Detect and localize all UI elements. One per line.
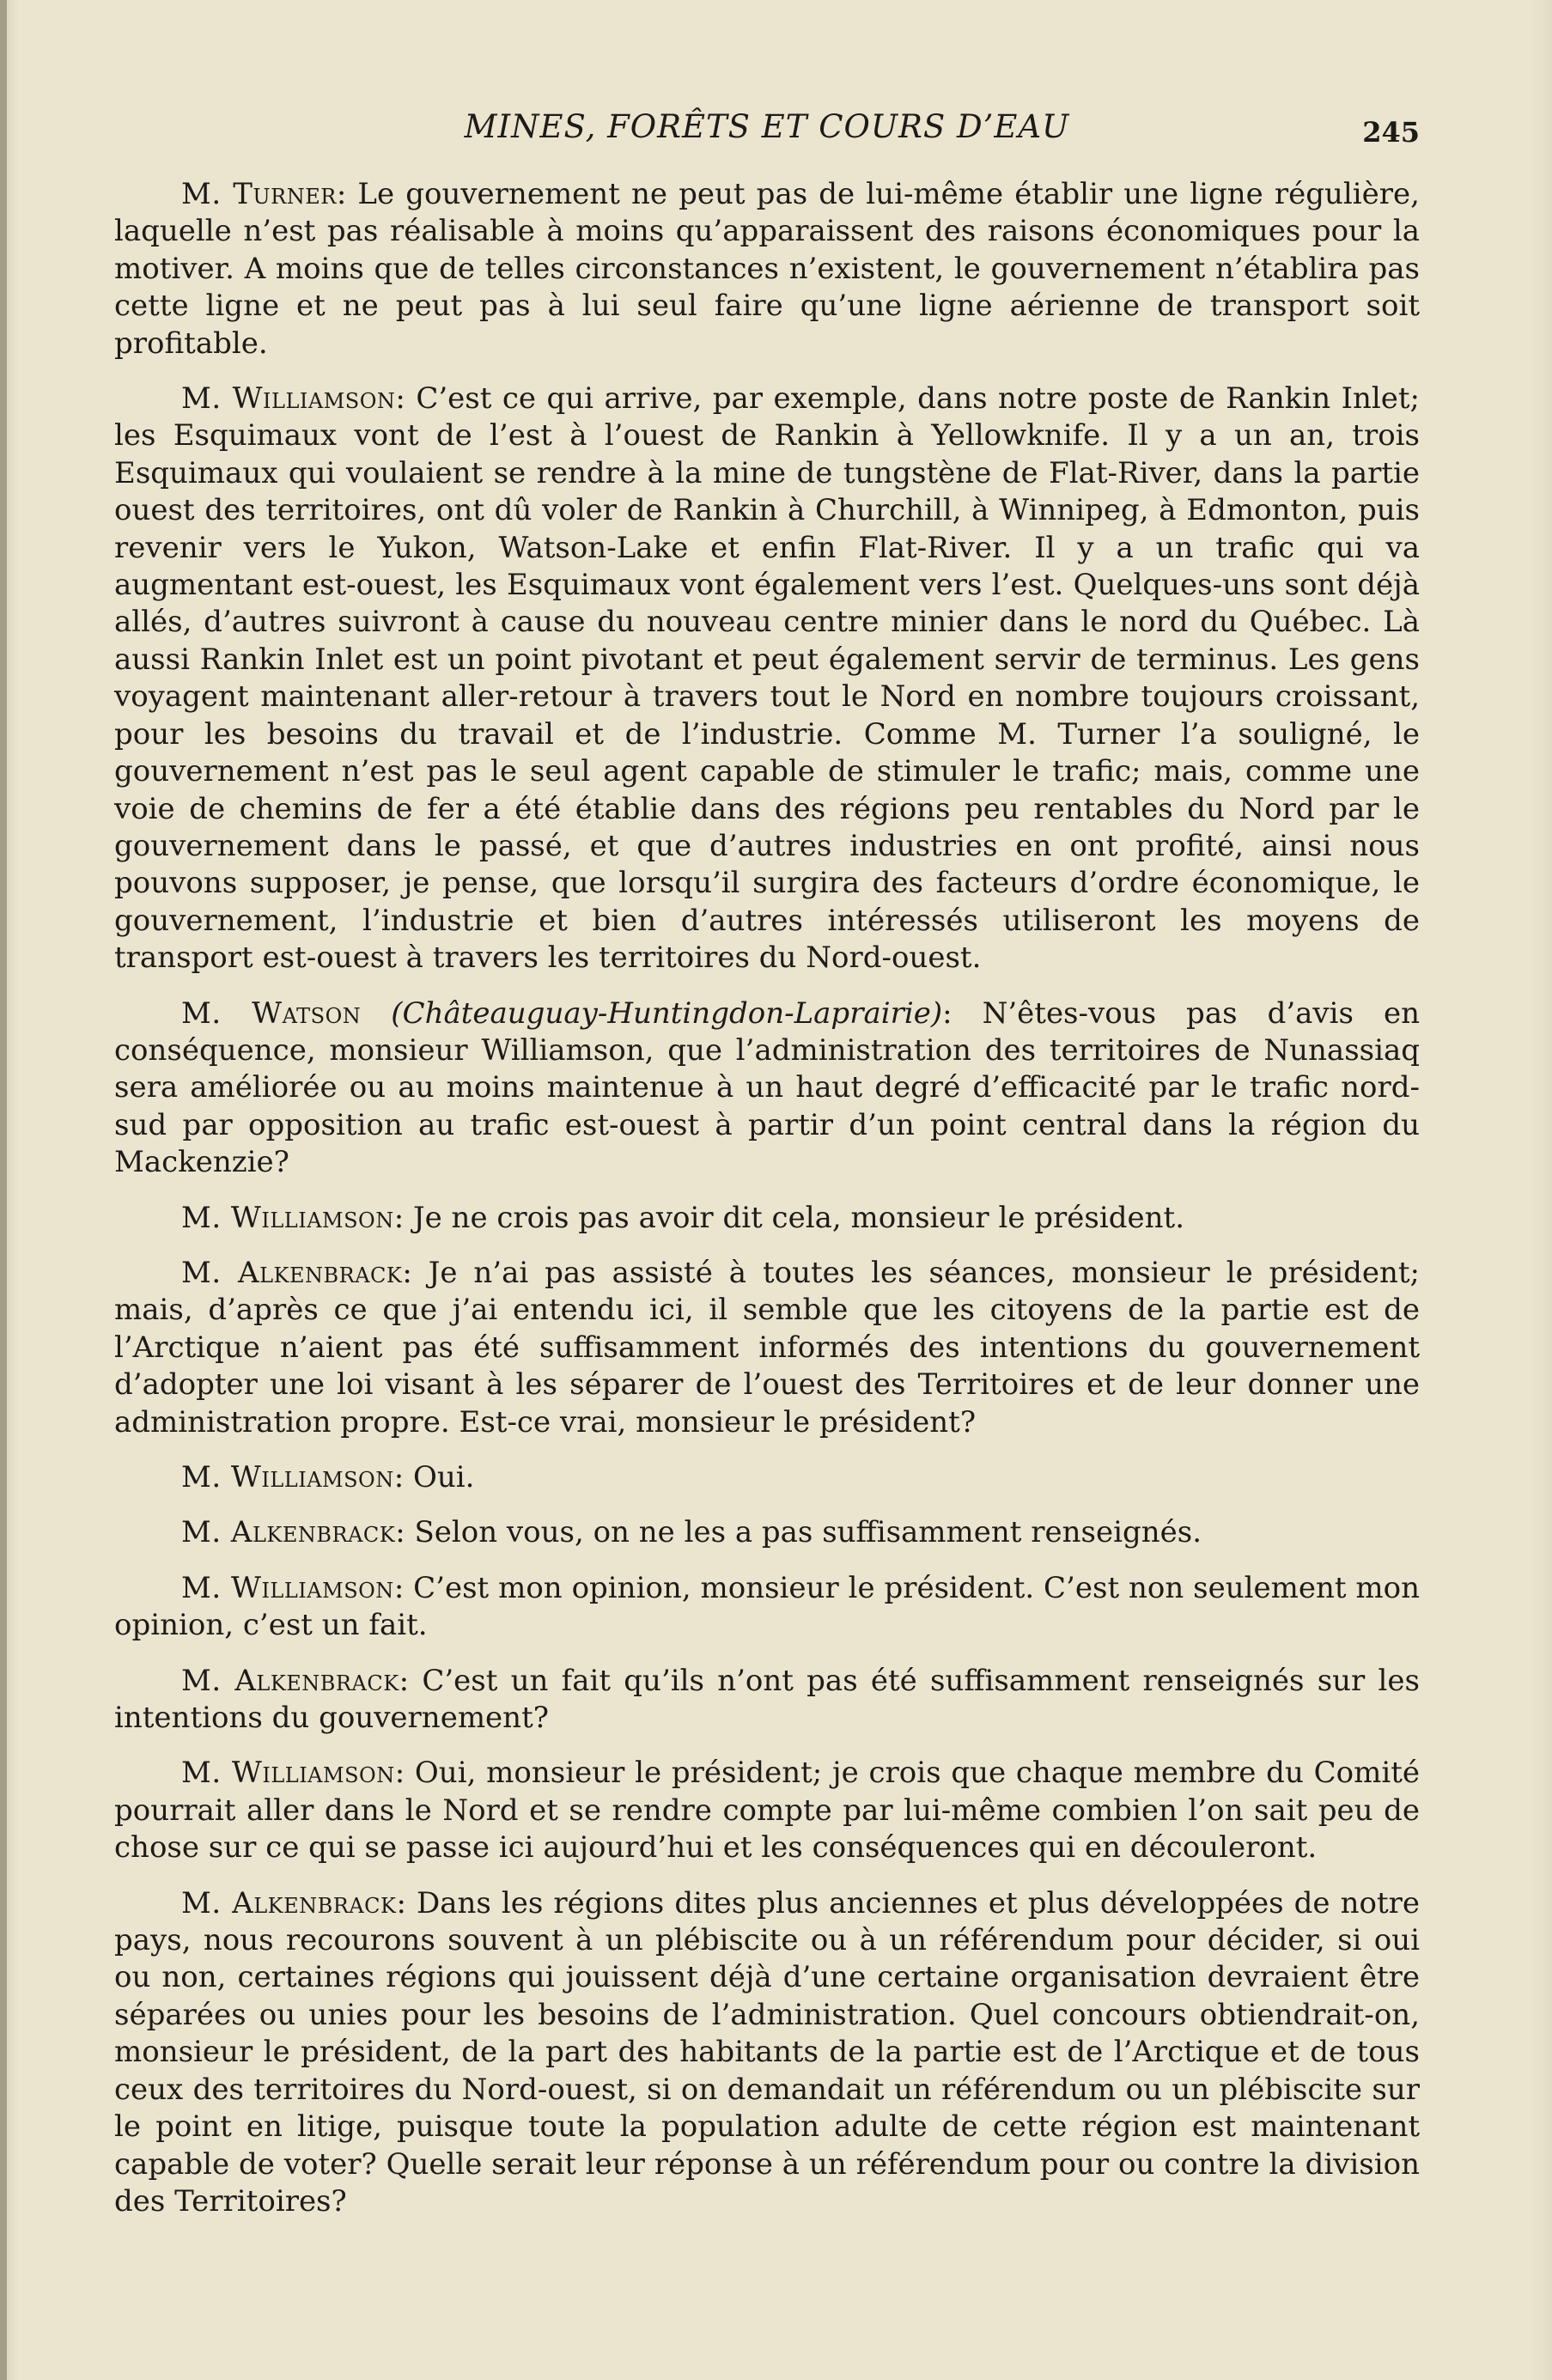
paragraph-text: : Oui.: [393, 1460, 475, 1494]
paragraph: [114, 1755, 1420, 1866]
paragraph: [114, 1514, 1420, 1551]
page-number: 245: [1362, 116, 1420, 149]
paragraph-text: : Je n’ai pas assisté à toutes les séances, monsieur le président; mais, d’après ce que j’ai entendu ici, il semble que les citoyens de la partie est de l’Arctique n’aient pas été suffisamment informés des intentions du gouvernement d’adopter une loi visant à les séparer de l’ouest des Territoires et de leur donner une administration propre. Est-ce vrai, monsieur le président?: [114, 1255, 1421, 1440]
speaker-name: M. Williamson: [181, 1200, 394, 1235]
paragraph-text: : C’est ce qui arrive, par exemple, dans notre poste de Rankin Inlet; les Esquimaux vont de l’est à l’ouest de Rankin à Yellowknife. Il y a un an, trois Esquimaux qui voulaient se rendre à la mine de tungstène de Flat-River, dans la partie ouest des territoires, ont dû voler de Rankin à Churchill, à Winnipeg, à Edmonton, puis revenir vers le Yukon, Watson-Lake et enfin Flat-River. Il y a un trafic qui va augmentant est-ouest, les Esquimaux vont également vers l’est. Quelques-uns sont déjà allés, d’autres suivront à cause du nouveau centre minier dans le nord du Québec. Là aussi Rankin Inlet est un point pivotant et peut également servir de terminus. Les gens voyagent maintenant aller-retour à travers tout le Nord en nombre toujours croissant, pour les besoins du travail et de l’industrie. Comme M. Turner l’a souligné, le gouvernement n’est pas le seul agent capable de stimuler le trafic; mais, comme une voie de chemins de fer a été établie dans des régions peu rentables du Nord par le gouvernement dans le passé, et que d’autres industries en ont profité, ainsi nous pouvons supposer, je pense, que lorsqu’il surgira des facteurs d’ordre économique, le gouvernement, l’industrie et bien d’autres intéressés utiliseront les moyens de transport est-ouest à travers les territoires du Nord-ouest.: [114, 381, 1421, 976]
speaker-name: M. Williamson: [181, 1570, 394, 1605]
running-title: MINES, FORÊTS ET COURS D’EAU: [464, 108, 1070, 145]
paragraph: [114, 176, 1420, 362]
speaker-name: M. Turner: [181, 177, 337, 211]
paragraph-text: : Oui, monsieur le président; je crois que chaque membre du Comité pourrait aller dans le Nord et se rendre compte par lui-même combien l’on sait peu de chose sur ce qui se passe ici aujourd’hui et les conséquences qui en découleront.: [114, 1756, 1420, 1866]
paragraph-text: : Dans les régions dites plus anciennes et plus développées de notre pays, nous recourons souvent à un plébiscite ou à un référendum pour décider, si oui ou non, certaines régions qui jouissent déjà d’une certaine organisation devraient être séparées ou unies pour les besoins de l’administration. Quel concours obtiendrait-on, monsieur le président, de la part des habitants de la partie est de l’Arctique et de tous ceux des territoires du Nord-ouest, si on demandait un référendum ou un plébiscite sur le point en litige, puisque toute la population adulte de cette région est maintenant capable de voter? Quelle serait leur réponse à un référendum pour ou contre la division des Territoires?: [114, 1885, 1421, 2219]
paragraph: [114, 995, 1420, 1182]
paragraph: [114, 1255, 1420, 1441]
speaker-name: M. Williamson: [181, 1460, 394, 1494]
page-body: [114, 176, 1420, 2238]
speaker-name: M. Alkenbrack: [181, 1663, 399, 1698]
speaker-name: M. Alkenbrack: [181, 1885, 397, 1920]
paragraph: [114, 1570, 1420, 1645]
paragraph: [114, 1885, 1420, 2221]
paragraph: [114, 1459, 1420, 1496]
speaker-riding: (Châteauguay-Huntingdon-Laprairie): [361, 995, 943, 1031]
paragraph: [114, 1200, 1420, 1237]
paragraph-text: : N’êtes-vous pas d’avis en conséquence, monsieur Williamson, que l’administration des territoires de Nunassiaq sera améliorée ou au moins maintenue à un haut degré d’efficacité par le trafic nord-sud par opposition au trafic est-ouest à partir d’un point central dans la région du Mackenzie?: [114, 995, 1420, 1180]
paragraph: [114, 1663, 1420, 1738]
speaker-name: M. Alkenbrack: [181, 1255, 403, 1290]
page-binding-edge: [0, 0, 7, 2380]
paragraph-text: : C’est un fait qu’ils n’ont pas été suffisamment renseignés sur les intentions du gouvernement?: [114, 1663, 1420, 1736]
speaker-name: M. Alkenbrack: [181, 1515, 396, 1550]
speaker-name: M. Williamson: [181, 381, 396, 417]
speaker-name: M. Watson: [181, 995, 362, 1031]
speaker-name: M. Williamson: [181, 1756, 395, 1791]
paragraph-text: : C’est mon opinion, monsieur le président. C’est non seulement mon opinion, c’est un fait.: [114, 1570, 1420, 1643]
paragraph: [114, 380, 1420, 977]
paragraph-text: : Je ne crois pas avoir dit cela, monsieur le président.: [393, 1200, 1185, 1235]
paragraph-text: : Selon vous, on ne les a pas suffisamment renseignés.: [395, 1515, 1202, 1550]
page-header: [114, 101, 1420, 153]
paragraph-text: : Le gouvernement ne peut pas de lui-même établir une ligne régulière, laquelle n’est pas réalisable à moins qu’apparaissent des raisons économiques pour la motiver. A moins que de telles circonstances n’existent, le gouvernement n’établira pas cette ligne et ne peut pas à lui seul faire qu’une ligne aérienne de transport soit profitable.: [114, 177, 1420, 361]
